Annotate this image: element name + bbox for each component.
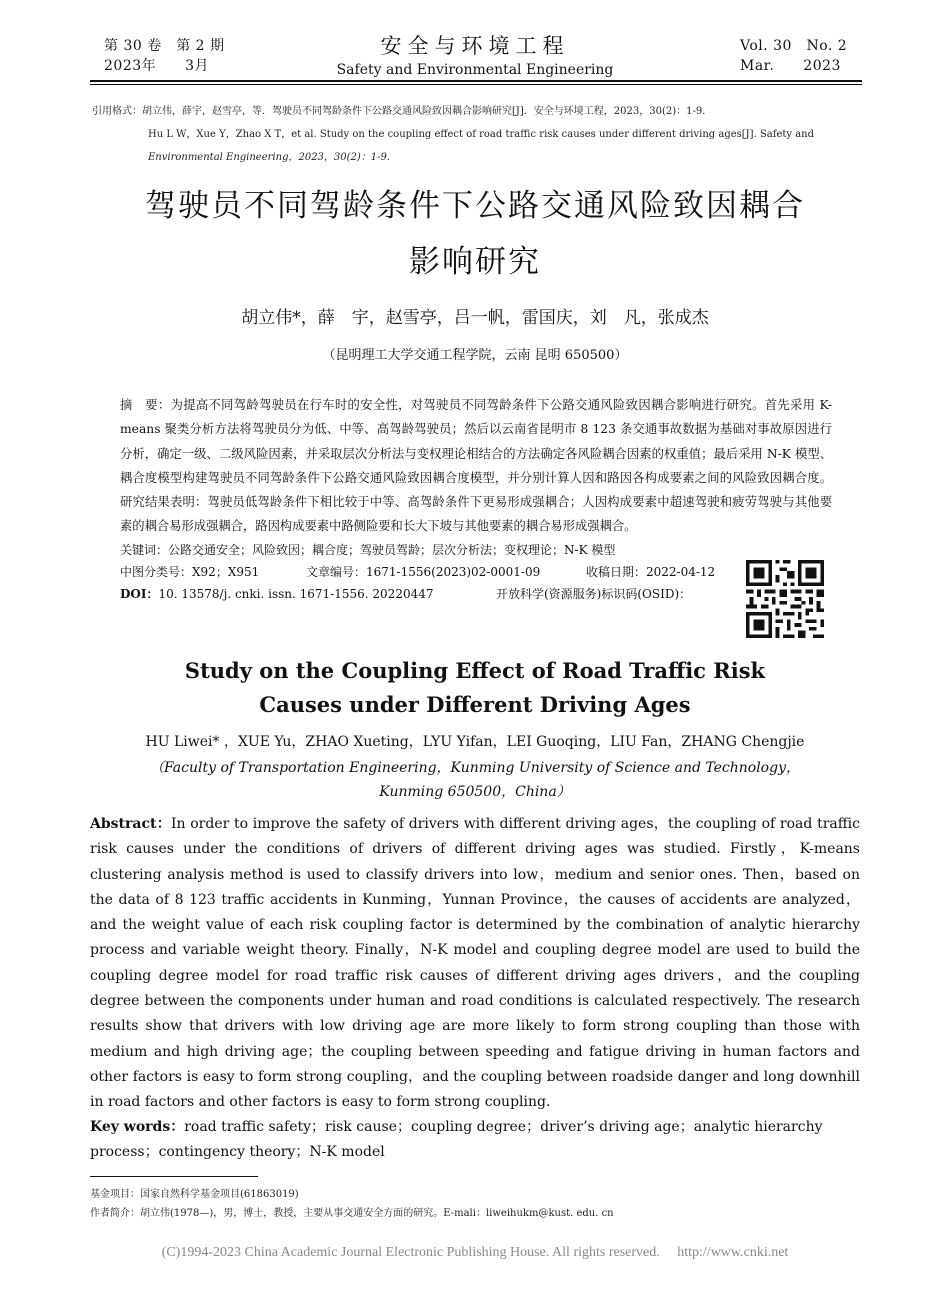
abstract-zh-text: 为提高不同驾龄驾驶员在行车时的安全性，对驾驶员不同驾龄条件下公路交通风险致因耦合影响进行研究。首先采用 K-means 聚类分析方法将驾驶员分为低、中等、高驾龄驾驶员；然后以云南省昆明市 8 123 条交通事故数据为基础对事故原因进行分析，确定一级、二级风险因素，并采取层次分析法与变权理论相结合的方法确定各风险耦合因素的权重值；最后采用 N-K 模型、耦合度模型构建驾驶员不同驾龄条件下公路交通风险致因耦合度模型，并分别计算人因和路因各构成要素之间的风险致因耦合度。研究结果表明：驾驶员低驾龄条件下相比较于中等、高驾龄条件下更易形成强耦合；人因构成要素中超速驾驶和疲劳驾驶与其他要素的耦合易形成强耦合，路因构成要素中路侧险要和长大下坡与其他要素的耦合易形成强耦合。 (120, 398, 832, 534)
doi-value[interactable]: 10. 13578/j. cnki. issn. 1671-1556. 20220447 (158, 586, 434, 601)
citation-en-line1: Hu L W，Xue Y，Zhao X T，et al. Study on the coupling effect of road traffic risk causes under different driving ages[J]. Safety and (148, 129, 815, 140)
month-year-en: Mar. 2023 (740, 58, 841, 74)
abstract-zh-label: 摘 要： (120, 398, 171, 412)
header-rule-thick (90, 80, 862, 82)
authors-en: HU Liwei* ，XUE Yu，ZHAO Xueting，LYU Yifan，LEI Guoqing，LIU Fan，ZHANG Chengjie (145, 734, 805, 750)
abstract-en (90, 812, 860, 1116)
abstract-en-label: Abstract： (90, 816, 171, 832)
abstract-zh (120, 393, 832, 539)
keywords-zh-text: 公路交通安全；风险致因；耦合度；驾驶员驾龄；层次分析法；变权理论；N-K 模型 (168, 542, 616, 557)
keywords-zh-label: 关键词： (120, 542, 169, 557)
page-title-en (0, 654, 950, 722)
keywords-en-label: Key words： (90, 1119, 185, 1135)
title-en-line1: Study on the Coupling Effect of Road Traffic Risk (184, 658, 766, 683)
abstract-zh-block (120, 393, 832, 605)
journal-name-zh: 安全与环境工程 (380, 34, 570, 58)
abstract-en-text: In order to improve the safety of drivers with different driving ages，the coupling of road traffic risk causes under the conditions of drivers of different driving ages was studied. Firstly，K-means clustering analysis method is used to classify drivers into low，medium and senior ones. Then，based on the data of 8 123 traffic accidents in Kunming，Yunnan Province，the causes of accidents are analyzed，and the weight value of each risk coupling factor is determined by the combination of analytic hierarchy process and variable weight theory. Finally，N-K model and coupling degree model are used to build the coupling degree model for road traffic risk causes of different driving ages drivers，and the coupling degree between the components under human and road conditions is calculated respectively. The research results show that drivers with low driving age are more likely to form strong coupling than those with medium and high driving age；the coupling between speeding and fatigue driving in human factors and other factors is easy to form strong coupling，and the coupling between roadside danger and long downhill in road factors and other factors is easy to form strong coupling. (90, 816, 860, 1111)
footnote-divider (90, 1176, 258, 1177)
affiliation-zh: （昆明理工大学交通工程学院，云南 昆明 650500） (322, 348, 628, 363)
article-number: 文章编号：1671-1556(2023)02-0001-09 (306, 564, 541, 579)
page-title-zh (0, 178, 950, 290)
copyright-notice: (C)1994-2023 China Academic Journal Electronic Publishing House. All rights reserved. http://www.cnki.net (161, 1245, 789, 1260)
keywords-en (90, 1115, 860, 1165)
issue-info-en (740, 36, 847, 76)
title-zh-line1: 驾驶员不同驾龄条件下公路交通风险致因耦合 (145, 188, 805, 224)
header-rule-thin (90, 84, 862, 85)
footnote-author: 作者简介：胡立伟(1978—)，男，博士，教授，主要从事交通安全方面的研究。E-mali：liweihukm@kust. edu. cn (90, 1208, 614, 1219)
title-zh-line2: 影响研究 (409, 244, 541, 280)
affiliation-en-line1: （Faculty of Transportation Engineering，Kunming University of Science and Technology， (150, 760, 800, 776)
volume-issue: 第 30 卷 第 2 期 (104, 38, 225, 54)
clc-number: 中图分类号：X92；X951 (120, 564, 260, 579)
keywords-en-text: road traffic safety；risk cause；coupling degree；driver’s driving age；analytic hierarchy process；contingency theory；N-K model (90, 1119, 823, 1160)
qr-code-icon[interactable] (744, 560, 826, 638)
citation-zh: 引用格式：胡立伟，薛宇，赵雪亭，等．驾驶员不同驾龄条件下公路交通风险致因耦合影响研究[J]．安全与环境工程，2023，30(2)：1-9． (92, 106, 713, 117)
doi-label: DOI： (120, 586, 159, 601)
received-date: 收稿日期：2022-04-12 (586, 564, 716, 579)
authors-zh: 胡立伟*，薛 宇，赵雪亭，吕一帆，雷国庆，刘 凡，张成杰 (241, 308, 709, 328)
affiliation-en (0, 756, 950, 804)
doi-row (120, 583, 832, 605)
footnote-fund: 基金项目：国家自然科学基金项目(61863019) (90, 1189, 299, 1200)
journal-name-en: Safety and Environmental Engineering (336, 62, 614, 78)
affiliation-en-line2: Kunming 650500，China） (379, 784, 571, 800)
classification-row (120, 561, 832, 583)
osid-label: 开放科学(资源服务)标识码(OSID)： (496, 586, 692, 601)
citation-block (92, 100, 862, 169)
keywords-zh (120, 539, 832, 561)
year-month: 2023年 3月 (104, 58, 210, 74)
citation-en-line2: Environmental Engineering，2023，30(2)：1-9. (148, 152, 391, 163)
vol-no-en: Vol. 30 No. 2 (740, 38, 848, 54)
title-en-line2: Causes under Different Driving Ages (259, 692, 691, 717)
